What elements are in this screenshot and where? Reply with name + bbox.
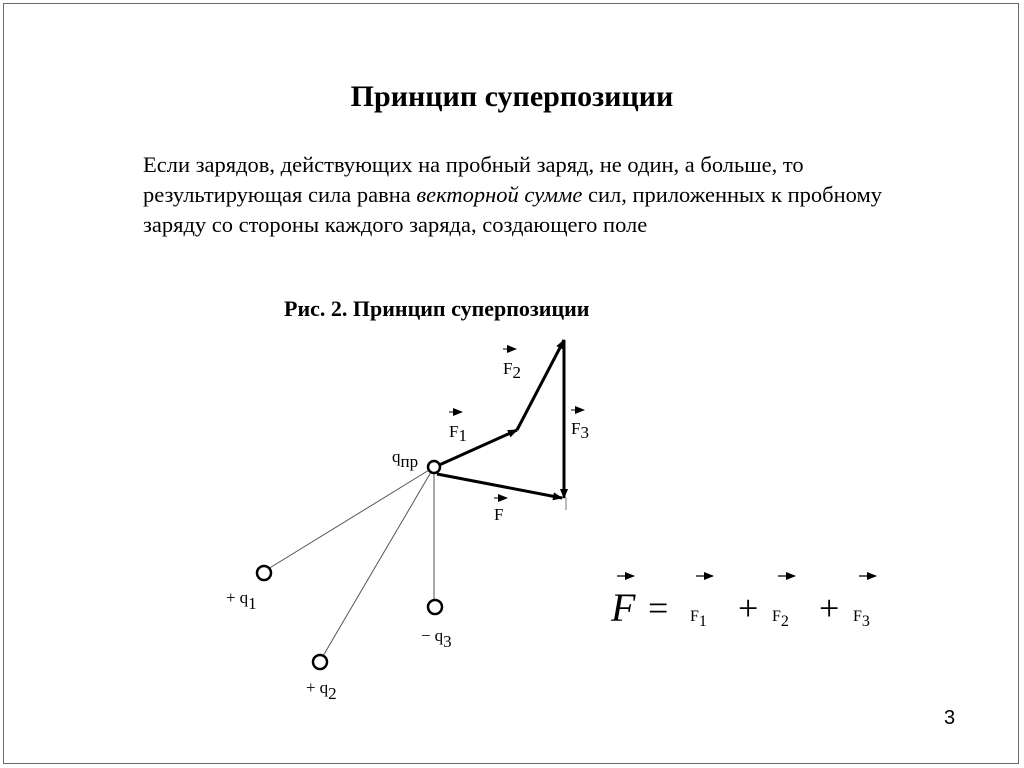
vector-f-label [494,498,507,524]
svg-text:F3: F3 [571,419,589,442]
charge-q1-label: + q1 [226,588,257,613]
figure-caption: Рис. 2. Принцип суперпозиции [284,296,590,321]
formula-lhs: F [611,585,636,630]
vector-f3-label [571,410,589,442]
field-line-q1 [268,467,434,569]
description-text-part2: сил, приложенных к пробному заряду со стороны каждого заряда, создающего поле [143,182,882,237]
description-emphasis: векторной сумме [416,182,583,207]
charge-q1-marker [257,566,271,580]
vector-f2 [517,340,564,430]
formula-term-f1: F1 [690,608,707,630]
description-text-part1: Если зарядов, действующих на пробный заряд, не один, а больше, то результирующая сила равна [143,152,804,207]
formula-plus-2: + [819,588,840,628]
formula-plus-1: + [738,588,759,628]
charge-q3-label: − q3 [421,626,452,651]
svg-text:F1: F1 [449,422,467,445]
superposition-formula [610,576,876,630]
slide-title: Принцип суперпозиции [350,80,674,113]
vector-f-resultant [437,474,562,498]
page-number: 3 [944,707,956,729]
svg-text:F: F [494,505,504,524]
svg-text:F2: F2 [503,359,521,382]
formula-term-f3: F3 [853,608,870,630]
charge-q3-marker [428,600,442,614]
field-line-q2 [323,467,434,656]
charge-q2-label: + q2 [306,678,337,703]
vector-f1-label [449,412,467,445]
vector-f2-label [503,349,521,382]
formula-term-f2: F2 [772,608,789,630]
formula-equals: = [648,588,669,628]
test-charge-marker [428,461,440,473]
test-charge-label: qпр [392,447,419,471]
charge-q2-marker [313,655,327,669]
